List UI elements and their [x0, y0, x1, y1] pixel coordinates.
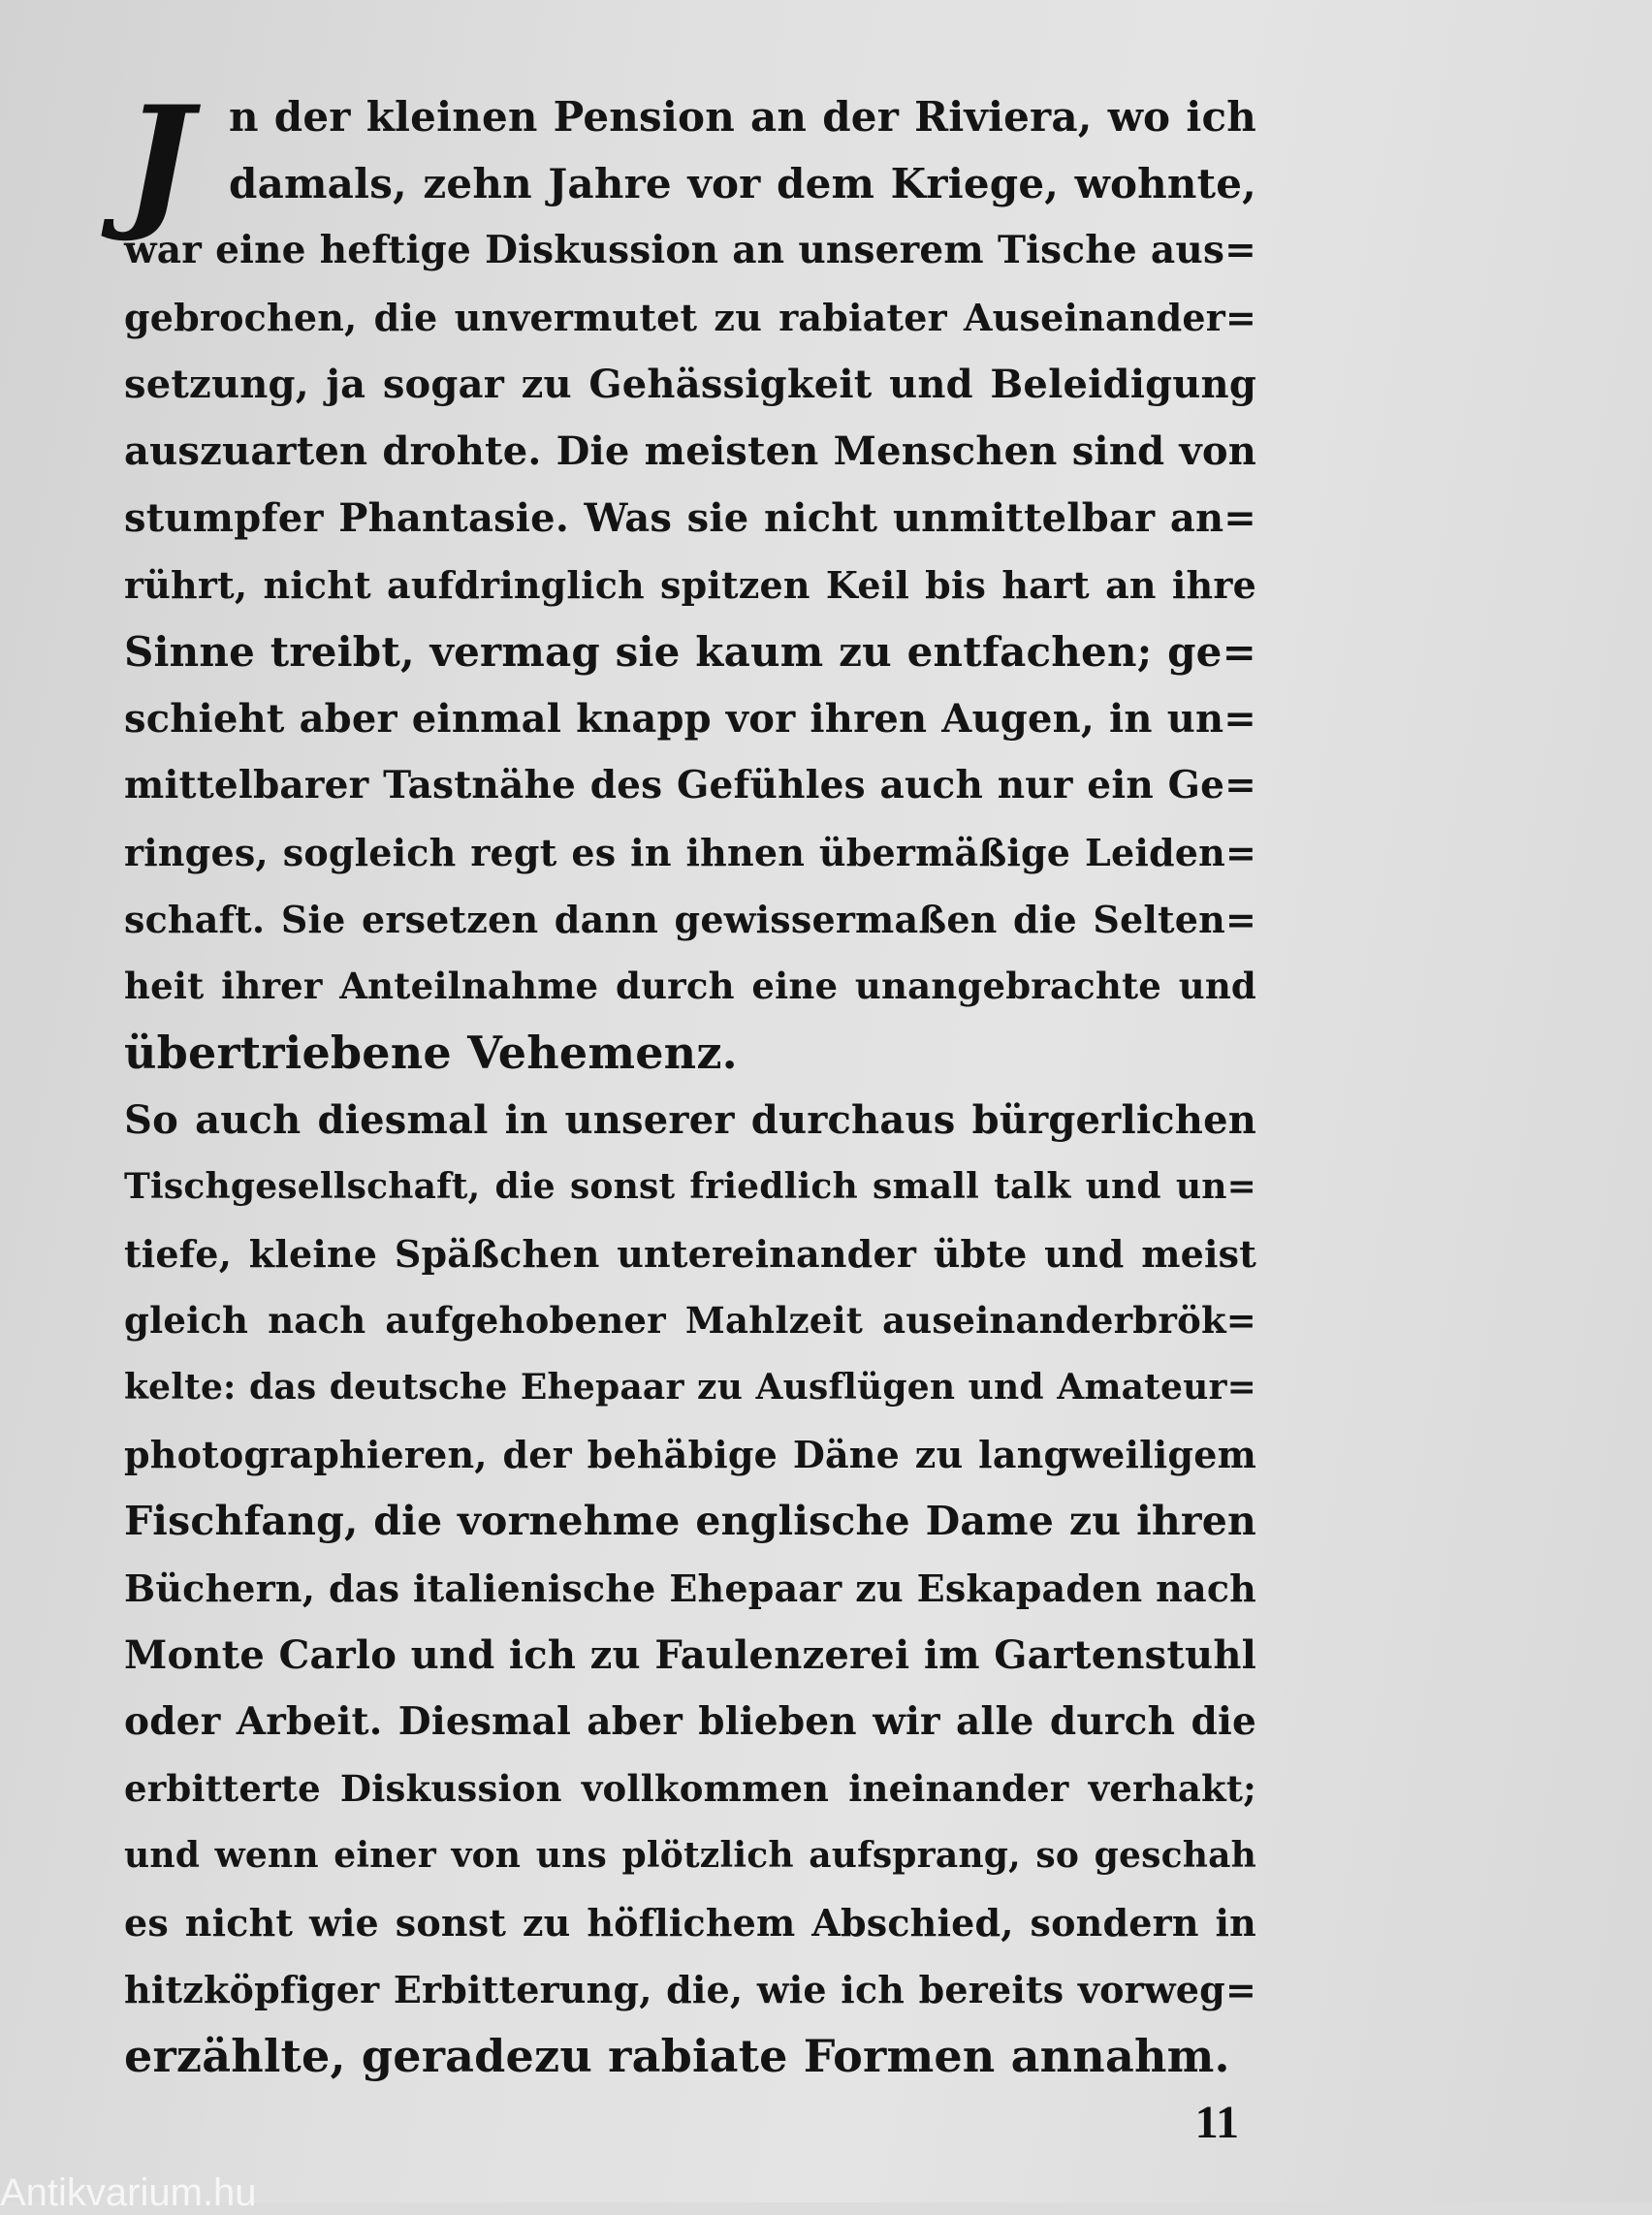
text-line: setzung, ja sogar zu Gehässigkeit und Beleidigung [124, 362, 1256, 407]
text-line: oder Arbeit. Diesmal aber blieben wir alle durch die [124, 1699, 1256, 1744]
text-line: auszuarten drohte. Die meisten Menschen sind von [124, 428, 1256, 474]
body-text [124, 75, 1256, 2090]
text-line: gleich nach aufgehobener Mahlzeit auseinanderbrök= [124, 1299, 1256, 1342]
text-line: rührt, nicht aufdringlich spitzen Keil bis hart an ihre [124, 563, 1256, 607]
text-line: kelte: das deutsche Ehepaar zu Ausflügen und Amateur= [124, 1367, 1256, 1408]
text-line: war eine heftige Diskussion an unserem Tische aus= [124, 228, 1256, 272]
text-line: gebrochen, die unvermutet zu rabiater Auseinander= [124, 296, 1256, 339]
text-line: photographieren, der behäbige Däne zu langweiligem [124, 1433, 1256, 1476]
text-line: und wenn einer von uns plötzlich aufsprang, so geschah [124, 1835, 1256, 1876]
text-line: So auch diesmal in unserer durchaus bürgerlichen [124, 1097, 1256, 1143]
paragraphs [124, 75, 1256, 2090]
text-line: Büchern, das italienische Ehepaar zu Eskapaden nach [124, 1566, 1256, 1610]
page-number: 11 [1194, 2097, 1239, 2148]
text-line: erbitterte Diskussion vollkommen ineinander verhakt; [124, 1767, 1256, 1810]
text-line: tiefe, kleine Späßchen untereinander übte und meist [124, 1232, 1256, 1276]
text-line: damals, zehn Jahre vor dem Kriege, wohnte, [229, 160, 1256, 207]
text-line: hitzköpfiger Erbitterung, die, wie ich bereits vorweg= [124, 1968, 1256, 2011]
drop-cap: J [124, 75, 193, 245]
text-line: stumpfer Phantasie. Was sie nicht unmittelbar an= [124, 495, 1256, 541]
text-line: Monte Carlo und ich zu Faulenzerei im Gartenstuhl [124, 1632, 1256, 1678]
text-line: n der kleinen Pension an der Riviera, wo ich [229, 93, 1256, 141]
text-line: erzählte, geradezu rabiate Formen annahm. [124, 2030, 1230, 2082]
paragraph [124, 1087, 1256, 2090]
watermark: Antikvarium.hu [0, 2171, 257, 2214]
text-line: übertriebene Vehemenz. [124, 1027, 738, 1079]
text-line: es nicht wie sonst zu höflichem Abschied, sondern in [124, 1901, 1256, 1945]
text-line: schieht aber einmal knapp vor ihren Augen, in un= [124, 696, 1256, 742]
text-line: ringes, sogleich regt es in ihnen übermäßige Leiden= [124, 831, 1256, 874]
text-line: heit ihrer Anteilnahme durch eine unangebrachte und [124, 965, 1256, 1007]
text-line: Fischfang, die vornehme englische Dame zu ihren [124, 1498, 1256, 1544]
text-line: schaft. Sie ersetzen dann gewissermaßen die Selten= [124, 898, 1256, 941]
paragraph [124, 75, 1256, 1087]
text-line: mittelbarer Tastnähe des Gefühles auch nur ein Ge= [124, 763, 1256, 807]
text-line: Tischgesellschaft, die sonst friedlich small talk und un= [124, 1166, 1256, 1207]
text-line: Sinne treibt, vermag sie kaum zu entfachen; ge= [124, 628, 1256, 676]
